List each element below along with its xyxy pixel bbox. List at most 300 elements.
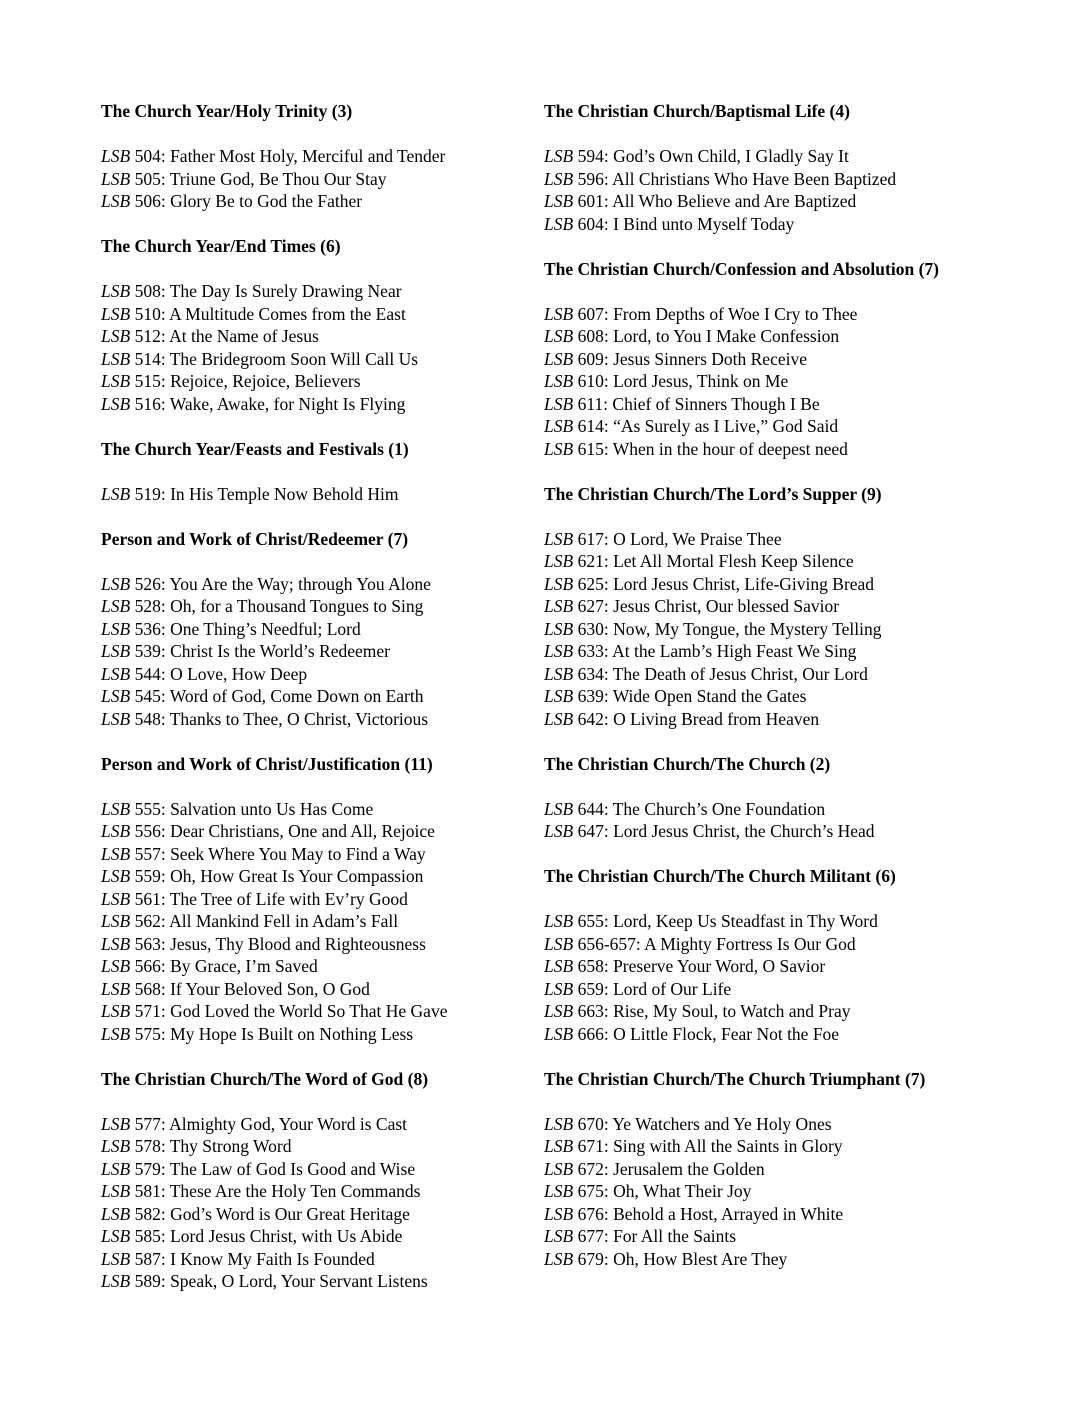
hymn-number: 655 <box>577 911 604 931</box>
hymn-title: Jesus Sinners Doth Receive <box>613 348 807 369</box>
hymnal-abbrev: LSB <box>544 1158 574 1179</box>
hymn-title: A Mighty Fortress Is Our God <box>644 933 856 954</box>
hymn-section <box>101 753 521 1046</box>
hymnal-abbrev: LSB <box>544 1203 574 1224</box>
hymn-title: I Bind unto Myself Today <box>613 213 795 234</box>
hymn-entry: LSB 556: Dear Christians, One and All, Rejoice <box>101 821 435 841</box>
hymn-entry: LSB 644: The Church’s One Foundation <box>544 798 826 819</box>
hymn-title: Ye Watchers and Ye Holy Ones <box>612 1113 832 1134</box>
hymn-title: Now, My Tongue, the Mystery Telling <box>613 618 882 639</box>
hymnal-abbrev: LSB <box>101 978 131 999</box>
section-heading: The Christian Church/Baptismal Life (4) <box>544 101 850 121</box>
hymnal-abbrev: LSB <box>544 551 574 571</box>
left-column <box>101 100 521 1315</box>
hymn-entry: LSB 642: O Living Bread from Heaven <box>544 708 820 729</box>
hymn-number: 672 <box>577 1158 604 1179</box>
hymn-entry: LSB 548: Thanks to Thee, O Christ, Victorious <box>101 708 429 729</box>
hymn-title: “As Surely as I Live,” God Said <box>613 416 839 436</box>
hymn-number: 506 <box>134 191 161 211</box>
hymn-entry: LSB 634: The Death of Jesus Christ, Our Lord <box>544 663 868 684</box>
hymn-entry: LSB 677: For All the Saints <box>544 1226 737 1246</box>
right-column <box>544 100 1004 1293</box>
hymn-entry: LSB 596: All Christians Who Have Been Baptized <box>544 168 897 189</box>
hymnal-abbrev: LSB <box>544 191 574 211</box>
hymn-title: A Multitude Comes from the East <box>169 303 406 324</box>
hymn-entry: LSB 582: God’s Word is Our Great Heritage <box>101 1203 410 1224</box>
hymn-section <box>544 483 1004 731</box>
hymnal-abbrev: LSB <box>101 1158 131 1179</box>
hymn-section <box>101 1068 521 1293</box>
hymn-entry: LSB 571: God Loved the World So That He Gave <box>101 1001 448 1021</box>
hymn-number: 510 <box>134 303 161 324</box>
hymn-entry: LSB 545: Word of God, Come Down on Earth <box>101 686 424 706</box>
hymn-title: Dear Christians, One and All, Rejoice <box>170 821 435 841</box>
hymn-title: Lord, Keep Us Steadfast in Thy Word <box>613 911 878 931</box>
hymnal-abbrev: LSB <box>544 978 574 999</box>
hymn-title: The Law of God Is Good and Wise <box>169 1158 416 1179</box>
hymn-title: God Loved the World So That He Gave <box>170 1001 448 1021</box>
hymnal-abbrev: LSB <box>101 348 131 369</box>
section-heading: The Christian Church/The Church Triumphant (7) <box>544 1068 926 1089</box>
hymnal-abbrev: LSB <box>101 1226 131 1246</box>
hymn-title: The Death of Jesus Christ, Our Lord <box>612 663 868 684</box>
hymn-title: Preserve Your Word, O Savior <box>613 956 826 976</box>
hymn-entry: LSB 676: Behold a Host, Arrayed in White <box>544 1203 844 1224</box>
hymn-title: When in the hour of deepest need <box>612 438 848 459</box>
hymn-number: 670 <box>577 1113 604 1134</box>
hymnal-abbrev: LSB <box>544 1181 574 1201</box>
hymnal-abbrev: LSB <box>544 1248 574 1269</box>
hymn-number: 601 <box>577 191 604 211</box>
hymnal-abbrev: LSB <box>101 798 131 819</box>
hymn-number: 561 <box>134 888 161 909</box>
hymnal-abbrev: LSB <box>544 798 574 819</box>
hymn-number: 677 <box>577 1226 604 1246</box>
section-heading: The Christian Church/The Church Militant (6) <box>544 866 896 886</box>
hymn-entry: LSB 647: Lord Jesus Christ, the Church’s Head <box>544 821 875 841</box>
hymn-number: 594 <box>577 146 604 166</box>
hymn-title: Lord of Our Life <box>613 978 732 999</box>
hymn-entry: LSB 656-657: A Mighty Fortress Is Our God <box>544 933 856 954</box>
hymn-entry: LSB 528: Oh, for a Thousand Tongues to Sing <box>101 596 424 616</box>
hymn-title: By Grace, I’m Saved <box>170 956 318 976</box>
hymn-entry: LSB 555: Salvation unto Us Has Come <box>101 798 374 819</box>
hymn-title: Oh, How Blest Are They <box>613 1248 788 1269</box>
hymn-entry: LSB 639: Wide Open Stand the Gates <box>544 686 807 706</box>
hymn-number: 679 <box>577 1248 604 1269</box>
hymn-title: These Are the Holy Ten Commands <box>169 1181 421 1201</box>
hymn-title: O Love, How Deep <box>170 663 308 684</box>
hymn-number: 512 <box>134 326 161 346</box>
hymnal-abbrev: LSB <box>544 438 574 459</box>
hymn-number: 568 <box>134 978 161 999</box>
hymnal-abbrev: LSB <box>101 618 131 639</box>
hymn-title: All Mankind Fell in Adam’s Fall <box>169 911 399 931</box>
hymnal-abbrev: LSB <box>101 326 131 346</box>
hymn-entry: LSB 604: I Bind unto Myself Today <box>544 213 795 234</box>
hymn-number: 504 <box>134 146 161 166</box>
hymn-number: 609 <box>577 348 604 369</box>
hymn-number: 644 <box>577 798 604 819</box>
hymn-title: One Thing’s Needful; Lord <box>170 618 361 639</box>
hymn-title: Speak, O Lord, Your Servant Listens <box>170 1271 428 1291</box>
hymn-title: Oh, How Great Is Your Compassion <box>170 866 424 886</box>
hymnal-abbrev: LSB <box>101 303 131 324</box>
hymnal-abbrev: LSB <box>544 1226 574 1246</box>
hymn-number: 610 <box>577 371 604 391</box>
hymn-entry: LSB 610: Lord Jesus, Think on Me <box>544 371 789 391</box>
hymnal-abbrev: LSB <box>544 1113 574 1134</box>
hymn-title: The Tree of Life with Ev’ry Good <box>169 888 408 909</box>
hymnal-abbrev: LSB <box>544 933 574 954</box>
hymnal-abbrev: LSB <box>544 146 574 166</box>
hymnal-abbrev: LSB <box>101 1181 131 1201</box>
hymn-title: In His Temple Now Behold Him <box>170 483 399 504</box>
hymn-number: 566 <box>134 956 161 976</box>
hymn-title: Lord, to You I Make Confession <box>613 326 840 346</box>
hymnal-abbrev: LSB <box>544 371 574 391</box>
hymn-section <box>101 528 521 731</box>
hymn-title: My Hope Is Built on Nothing Less <box>170 1023 414 1044</box>
hymn-title: For All the Saints <box>613 1226 737 1246</box>
section-heading: The Christian Church/The Church (2) <box>544 753 831 774</box>
hymn-entry: LSB 589: Speak, O Lord, Your Servant Listens <box>101 1271 428 1291</box>
hymnal-abbrev: LSB <box>544 911 574 931</box>
hymn-entry: LSB 578: Thy Strong Word <box>101 1136 292 1156</box>
hymn-entry: LSB 539: Christ Is the World’s Redeemer <box>101 641 390 661</box>
hymnal-abbrev: LSB <box>544 326 574 346</box>
hymn-title: Jesus Christ, Our blessed Savior <box>613 596 840 616</box>
hymnal-abbrev: LSB <box>544 1001 574 1021</box>
hymn-number: 675 <box>577 1181 604 1201</box>
hymn-title: Behold a Host, Arrayed in White <box>613 1203 844 1224</box>
hymn-entry: LSB 566: By Grace, I’m Saved <box>101 956 318 976</box>
hymn-number: 582 <box>134 1203 161 1224</box>
hymn-number: 627 <box>577 596 604 616</box>
hymn-entry: LSB 672: Jerusalem the Golden <box>544 1158 765 1179</box>
hymn-number: 563 <box>134 933 161 954</box>
hymn-number: 676 <box>577 1203 604 1224</box>
hymn-title: Lord Jesus Christ, the Church’s Head <box>613 821 875 841</box>
hymn-entry: LSB 579: The Law of God Is Good and Wise <box>101 1158 416 1179</box>
hymn-number: 528 <box>134 596 161 616</box>
hymn-entry: LSB 655: Lord, Keep Us Steadfast in Thy Word <box>544 911 878 931</box>
hymn-title: The Bridegroom Soon Will Call Us <box>169 348 419 369</box>
hymn-number: 659 <box>577 978 604 999</box>
hymn-title: Triune God, Be Thou Our Stay <box>169 168 387 189</box>
hymn-entry: LSB 679: Oh, How Blest Are They <box>544 1248 788 1269</box>
hymn-entry: LSB 536: One Thing’s Needful; Lord <box>101 618 361 639</box>
hymn-number: 519 <box>134 483 161 504</box>
hymnal-abbrev: LSB <box>544 956 574 976</box>
hymn-entry: LSB 663: Rise, My Soul, to Watch and Pray <box>544 1001 851 1021</box>
hymn-entry: LSB 608: Lord, to You I Make Confession <box>544 326 840 346</box>
hymn-entry: LSB 519: In His Temple Now Behold Him <box>101 483 399 504</box>
hymn-entry: LSB 505: Triune God, Be Thou Our Stay <box>101 168 387 189</box>
hymn-number: 556 <box>134 821 161 841</box>
hymn-number: 536 <box>134 618 161 639</box>
hymn-entry: LSB 515: Rejoice, Rejoice, Believers <box>101 371 361 391</box>
hymn-entry: LSB 609: Jesus Sinners Doth Receive <box>544 348 807 369</box>
hymnal-abbrev: LSB <box>544 686 574 706</box>
hymn-title: The Day Is Surely Drawing Near <box>169 281 402 301</box>
hymnal-abbrev: LSB <box>101 641 131 661</box>
section-heading: The Church Year/End Times (6) <box>101 236 341 256</box>
hymn-title: The Church’s One Foundation <box>612 798 826 819</box>
hymn-number: 642 <box>577 708 604 729</box>
hymnal-abbrev: LSB <box>544 708 574 729</box>
hymn-entry: LSB 607: From Depths of Woe I Cry to Thee <box>544 303 858 324</box>
hymn-entry: LSB 671: Sing with All the Saints in Glory <box>544 1136 843 1156</box>
hymn-number: 587 <box>134 1248 161 1269</box>
hymn-entry: LSB 594: God’s Own Child, I Gladly Say It <box>544 146 849 166</box>
hymn-number: 621 <box>577 551 604 571</box>
hymn-number: 671 <box>577 1136 604 1156</box>
section-heading: The Christian Church/Confession and Absolution (7) <box>544 258 939 279</box>
hymn-number: 505 <box>134 168 161 189</box>
hymn-entry: LSB 557: Seek Where You May to Find a Way <box>101 843 426 864</box>
hymn-number: 578 <box>134 1136 161 1156</box>
hymn-entry: LSB 516: Wake, Awake, for Night Is Flying <box>101 393 406 414</box>
hymn-entry: LSB 614: “As Surely as I Live,” God Said <box>544 416 839 436</box>
hymn-entry: LSB 506: Glory Be to God the Father <box>101 191 363 211</box>
hymnal-abbrev: LSB <box>101 708 131 729</box>
hymnal-abbrev: LSB <box>544 596 574 616</box>
hymn-title: Sing with All the Saints in Glory <box>613 1136 843 1156</box>
hymn-section <box>101 438 521 506</box>
hymn-entry: LSB 625: Lord Jesus Christ, Life-Giving Bread <box>544 573 875 594</box>
hymnal-abbrev: LSB <box>544 416 574 436</box>
hymn-number: 615 <box>577 438 604 459</box>
hymn-entry: LSB 659: Lord of Our Life <box>544 978 732 999</box>
hymn-entry: LSB 670: Ye Watchers and Ye Holy Ones <box>544 1113 832 1134</box>
hymn-entry: LSB 559: Oh, How Great Is Your Compassion <box>101 866 424 886</box>
hymn-title: Chief of Sinners Though I Be <box>612 393 820 414</box>
hymnal-abbrev: LSB <box>544 303 574 324</box>
hymn-number: 579 <box>134 1158 161 1179</box>
hymnal-abbrev: LSB <box>101 1203 131 1224</box>
hymn-title: At the Lamb’s High Feast We Sing <box>612 641 857 661</box>
hymn-number: 577 <box>134 1113 161 1134</box>
hymn-title: Father Most Holy, Merciful and Tender <box>170 146 446 166</box>
hymnal-abbrev: LSB <box>101 911 131 931</box>
hymnal-abbrev: LSB <box>101 888 131 909</box>
hymnal-abbrev: LSB <box>544 528 574 549</box>
hymn-section <box>101 100 521 213</box>
hymn-section <box>544 865 1004 1045</box>
hymnal-abbrev: LSB <box>544 1023 574 1044</box>
hymnal-abbrev: LSB <box>544 641 574 661</box>
hymn-number: 658 <box>577 956 604 976</box>
hymn-number: 596 <box>577 168 604 189</box>
hymn-entry: LSB 526: You Are the Way; through You Alone <box>101 573 431 594</box>
hymnal-abbrev: LSB <box>101 866 131 886</box>
hymnal-abbrev: LSB <box>101 1248 131 1269</box>
hymn-title: If Your Beloved Son, O God <box>170 978 370 999</box>
hymn-number: 526 <box>134 573 161 594</box>
hymn-title: Lord Jesus, Think on Me <box>613 371 789 391</box>
hymnal-abbrev: LSB <box>101 393 131 414</box>
hymnal-abbrev: LSB <box>544 1136 574 1156</box>
section-heading: Person and Work of Christ/Redeemer (7) <box>101 528 409 549</box>
hymn-number: 515 <box>134 371 161 391</box>
hymn-number: 581 <box>134 1181 161 1201</box>
section-heading: The Church Year/Feasts and Festivals (1) <box>101 438 409 459</box>
hymn-title: All Christians Who Have Been Baptized <box>612 168 897 189</box>
hymn-entry: LSB 581: These Are the Holy Ten Commands <box>101 1181 421 1201</box>
hymn-entry: LSB 575: My Hope Is Built on Nothing Less <box>101 1023 414 1044</box>
hymn-entry: LSB 504: Father Most Holy, Merciful and Tender <box>101 146 446 166</box>
hymnal-abbrev: LSB <box>101 686 131 706</box>
hymn-title: Thanks to Thee, O Christ, Victorious <box>169 708 429 729</box>
hymn-title: From Depths of Woe I Cry to Thee <box>613 303 858 324</box>
hymnal-abbrev: LSB <box>544 348 574 369</box>
hymn-number: 562 <box>134 911 161 931</box>
hymnal-abbrev: LSB <box>101 281 131 301</box>
hymn-title: You Are the Way; through You Alone <box>169 573 431 594</box>
hymnal-abbrev: LSB <box>101 1001 131 1021</box>
hymn-title: Let All Mortal Flesh Keep Silence <box>613 551 854 571</box>
hymn-entry: LSB 621: Let All Mortal Flesh Keep Silence <box>544 551 854 571</box>
hymn-number: 516 <box>134 393 161 414</box>
hymnal-abbrev: LSB <box>544 821 574 841</box>
hymnal-abbrev: LSB <box>101 1023 131 1044</box>
hymn-number: 589 <box>134 1271 161 1291</box>
hymnal-abbrev: LSB <box>544 213 574 234</box>
hymn-entry: LSB 658: Preserve Your Word, O Savior <box>544 956 826 976</box>
hymn-section <box>544 258 1004 461</box>
hymn-number: 639 <box>577 686 604 706</box>
hymn-entry: LSB 633: At the Lamb’s High Feast We Sing <box>544 641 857 661</box>
hymn-number: 559 <box>134 866 161 886</box>
hymn-number: 557 <box>134 843 161 864</box>
hymnal-abbrev: LSB <box>101 371 131 391</box>
hymnal-abbrev: LSB <box>101 1271 131 1291</box>
hymn-title: Thy Strong Word <box>169 1136 292 1156</box>
hymn-number: 630 <box>577 618 604 639</box>
hymn-number: 575 <box>134 1023 161 1044</box>
hymn-number: 614 <box>577 416 604 436</box>
hymn-section <box>544 753 1004 843</box>
hymnal-abbrev: LSB <box>101 191 131 211</box>
hymn-entry: LSB 577: Almighty God, Your Word is Cast <box>101 1113 408 1134</box>
hymn-number: 585 <box>134 1226 161 1246</box>
hymn-number: 548 <box>134 708 161 729</box>
hymnal-abbrev: LSB <box>101 663 131 684</box>
hymn-title: Jesus, Thy Blood and Righteousness <box>170 933 426 954</box>
hymnal-abbrev: LSB <box>101 483 131 504</box>
hymn-number: 666 <box>577 1023 604 1044</box>
hymn-entry: LSB 510: A Multitude Comes from the East <box>101 303 406 324</box>
hymnal-abbrev: LSB <box>101 573 131 594</box>
hymn-entry: LSB 512: At the Name of Jesus <box>101 326 319 346</box>
section-heading: The Church Year/Holy Trinity (3) <box>101 101 353 121</box>
hymn-title: Wake, Awake, for Night Is Flying <box>169 393 406 414</box>
hymn-title: God’s Own Child, I Gladly Say It <box>613 146 849 166</box>
hymn-entry: LSB 615: When in the hour of deepest need <box>544 438 848 459</box>
hymn-entry: LSB 601: All Who Believe and Are Baptized <box>544 191 857 211</box>
hymn-entry: LSB 508: The Day Is Surely Drawing Near <box>101 281 402 301</box>
hymn-entry: LSB 568: If Your Beloved Son, O God <box>101 978 370 999</box>
hymn-number: 611 <box>577 393 604 414</box>
hymn-number: 544 <box>134 663 161 684</box>
hymn-title: Oh, for a Thousand Tongues to Sing <box>170 596 424 616</box>
hymn-title: Word of God, Come Down on Earth <box>169 686 424 706</box>
hymn-title: O Little Flock, Fear Not the Foe <box>613 1023 840 1044</box>
hymnal-abbrev: LSB <box>544 573 574 594</box>
hymn-title: Rejoice, Rejoice, Believers <box>170 371 361 391</box>
hymn-section <box>101 235 521 415</box>
hymn-number: 634 <box>577 663 604 684</box>
hymn-number: 647 <box>577 821 604 841</box>
hymn-title: O Lord, We Praise Thee <box>613 528 782 549</box>
hymn-title: Wide Open Stand the Gates <box>612 686 807 706</box>
hymnal-abbrev: LSB <box>101 1113 131 1134</box>
hymn-number: 663 <box>577 1001 604 1021</box>
hymn-entry: LSB 585: Lord Jesus Christ, with Us Abide <box>101 1226 403 1246</box>
hymn-entry: LSB 561: The Tree of Life with Ev’ry Good <box>101 888 408 909</box>
hymnal-abbrev: LSB <box>544 393 574 414</box>
hymn-title: Almighty God, Your Word is Cast <box>169 1113 408 1134</box>
hymn-number: 617 <box>577 528 604 549</box>
hymn-entry: LSB 514: The Bridegroom Soon Will Call Us <box>101 348 419 369</box>
hymn-entry: LSB 666: O Little Flock, Fear Not the Foe <box>544 1023 840 1044</box>
hymn-number: 539 <box>134 641 161 661</box>
hymn-title: Seek Where You May to Find a Way <box>170 843 426 864</box>
hymn-title: Lord Jesus Christ, Life-Giving Bread <box>613 573 875 594</box>
hymnal-abbrev: LSB <box>544 663 574 684</box>
hymn-title: Rise, My Soul, to Watch and Pray <box>613 1001 851 1021</box>
hymn-entry: LSB 587: I Know My Faith Is Founded <box>101 1248 375 1269</box>
hymn-entry: LSB 630: Now, My Tongue, the Mystery Telling <box>544 618 882 639</box>
hymn-entry: LSB 544: O Love, How Deep <box>101 663 308 684</box>
hymnal-abbrev: LSB <box>101 933 131 954</box>
hymn-entry: LSB 617: O Lord, We Praise Thee <box>544 528 782 549</box>
hymn-entry: LSB 562: All Mankind Fell in Adam’s Fall <box>101 911 399 931</box>
hymn-number: 633 <box>577 641 604 661</box>
hymn-number: 545 <box>134 686 161 706</box>
section-heading: The Christian Church/The Lord’s Supper (9) <box>544 483 882 504</box>
hymn-number: 571 <box>134 1001 161 1021</box>
hymn-title: I Know My Faith Is Founded <box>170 1248 375 1269</box>
hymn-entry: LSB 675: Oh, What Their Joy <box>544 1181 752 1201</box>
hymn-number: 625 <box>577 573 604 594</box>
hymn-number: 514 <box>134 348 161 369</box>
hymnal-abbrev: LSB <box>101 1136 131 1156</box>
hymn-entry: LSB 627: Jesus Christ, Our blessed Savior <box>544 596 840 616</box>
hymn-section <box>544 100 1004 235</box>
hymn-title: O Living Bread from Heaven <box>613 708 820 729</box>
hymnal-abbrev: LSB <box>101 821 131 841</box>
hymn-section <box>544 1068 1004 1271</box>
hymn-entry: LSB 563: Jesus, Thy Blood and Righteousness <box>101 933 426 954</box>
section-heading: Person and Work of Christ/Justification (11) <box>101 753 433 774</box>
hymn-title: Jerusalem the Golden <box>613 1158 765 1179</box>
hymn-entry: LSB 611: Chief of Sinners Though I Be <box>544 393 820 414</box>
hymnal-abbrev: LSB <box>101 843 131 864</box>
hymn-title: Lord Jesus Christ, with Us Abide <box>170 1226 403 1246</box>
hymn-number: 656-657 <box>577 933 636 954</box>
hymnal-abbrev: LSB <box>101 146 131 166</box>
hymn-number: 555 <box>134 798 161 819</box>
hymnal-abbrev: LSB <box>544 618 574 639</box>
hymn-title: Oh, What Their Joy <box>613 1181 752 1201</box>
hymn-number: 604 <box>577 213 604 234</box>
hymnal-abbrev: LSB <box>544 168 574 189</box>
hymn-title: Salvation unto Us Has Come <box>170 798 374 819</box>
hymn-number: 608 <box>577 326 604 346</box>
hymn-title: God’s Word is Our Great Heritage <box>170 1203 410 1224</box>
